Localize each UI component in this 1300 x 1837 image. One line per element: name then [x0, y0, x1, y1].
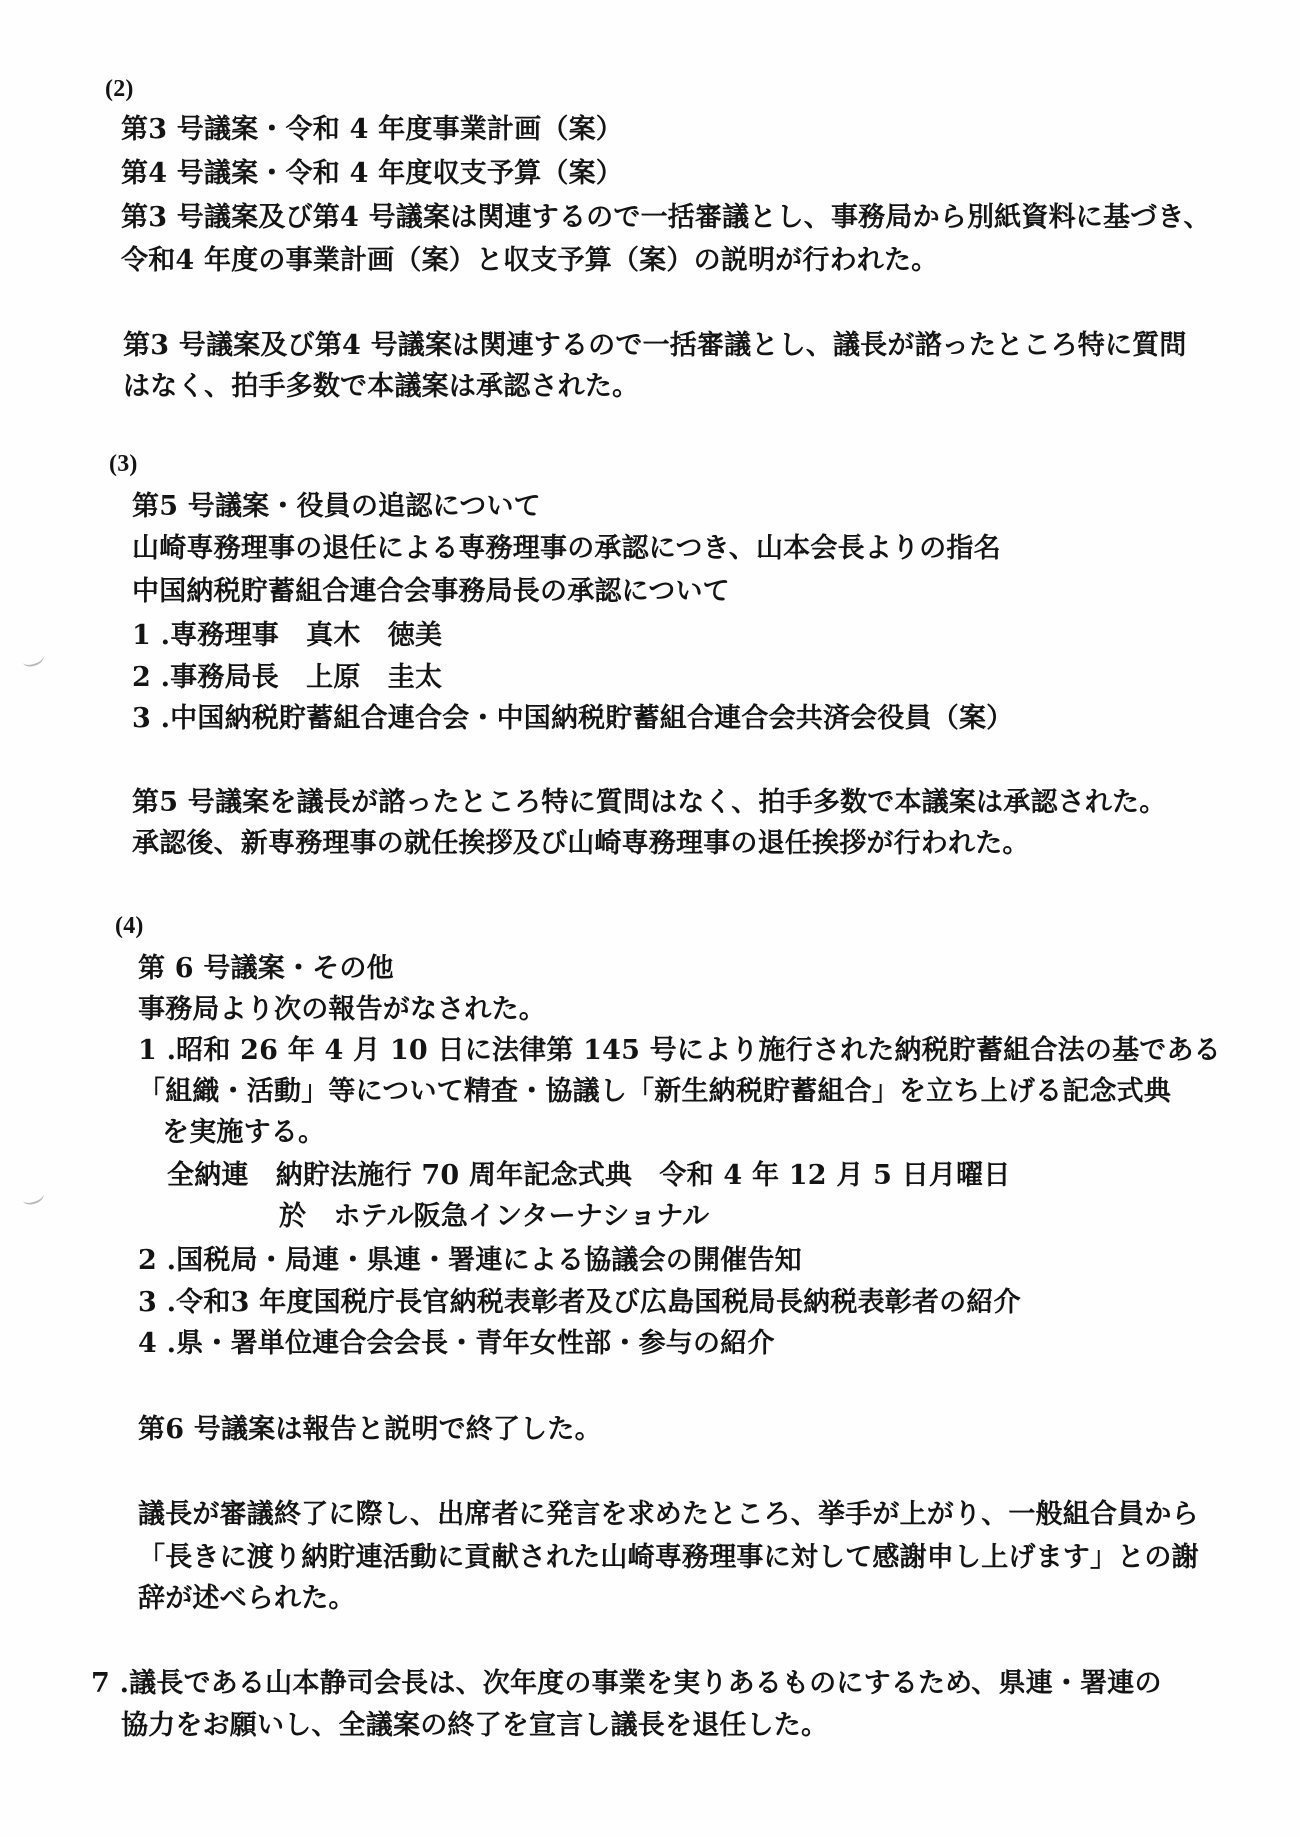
list-item-continuation: を実施する。 — [162, 1117, 326, 1148]
list-item: 3 .中国納税貯蓄組合連合会・中国納税貯蓄組合連合会共済会役員（案） — [132, 703, 1014, 734]
binder-hole-mark — [20, 649, 45, 669]
agenda-title: 第3 号議案・令和 4 年度事業計画（案） — [121, 114, 623, 145]
paragraph-line: 中国納税貯蓄組合連合会事務局長の承認について — [132, 576, 730, 607]
agenda-title: 第5 号議案・役員の追認について — [132, 491, 541, 522]
paragraph-line: 辞が述べられた。 — [138, 1583, 356, 1614]
list-item: 4 .県・署単位連合会会長・青年女性部・参与の紹介 — [138, 1328, 775, 1359]
list-item: 3 .令和3 年度国税庁長官納税表彰者及び広島国税局長納税表彰者の紹介 — [138, 1287, 1021, 1318]
list-item: 1 .昭和 26 年 4 月 10 日に法律第 145 号により施行された納税貯蓄組合法の基である — [138, 1035, 1221, 1066]
list-item-continuation: 「組織・活動」等について精査・協議し「新生納税貯蓄組合」を立ち上げる記念式典 — [138, 1076, 1172, 1107]
section-heading: (4) — [115, 913, 144, 939]
paragraph-line: 承認後、新専務理事の就任挨拶及び山崎専務理事の退任挨拶が行われた。 — [132, 828, 1030, 859]
paragraph-line: 令和4 年度の事業計画（案）と収支予算（案）の説明が行われた。 — [121, 245, 939, 276]
list-item: 2 .事務局長 上原 圭太 — [132, 662, 443, 693]
paragraph-line: 第3 号議案及び第4 号議案は関連するので一括審議とし、議長が諮ったところ特に質問 — [123, 330, 1187, 361]
section-heading: (2) — [105, 76, 134, 102]
paragraph-line: はなく、拍手多数で本議案は承認された。 — [123, 371, 640, 402]
paragraph-line: 協力をお願いし、全議案の終了を宣言し議長を退任した。 — [121, 1710, 829, 1741]
event-detail: 全納連 納貯法施行 70 周年記念式典 令和 4 年 12 月 5 日月曜日 — [167, 1160, 1011, 1191]
binder-hole-mark — [20, 1187, 45, 1207]
agenda-title: 第 6 号議案・その他 — [138, 953, 394, 984]
agenda-title: 第4 号議案・令和 4 年度収支予算（案） — [121, 158, 623, 189]
paragraph-line: 7 .議長である山本静司会長は、次年度の事業を実りあるものにするため、県連・署連の — [91, 1668, 1162, 1699]
paragraph-line: 第3 号議案及び第4 号議案は関連するので一括審議とし、事務局から別紙資料に基づき、 — [121, 202, 1211, 233]
paragraph-line: 山崎専務理事の退任による専務理事の承認につき、山本会長よりの指名 — [132, 533, 1001, 564]
paragraph-line: 事務局より次の報告がなされた。 — [138, 994, 546, 1025]
paragraph-line: 第5 号議案を議長が諮ったところ特に質問はなく、拍手多数で本議案は承認された。 — [132, 787, 1167, 818]
paragraph-line: 議長が審議終了に際し、出席者に発言を求めたところ、挙手が上がり、一般組合員から — [138, 1499, 1199, 1530]
event-venue: 於 ホテル阪急インターナショナル — [279, 1201, 710, 1232]
paragraph-line: 「長きに渡り納貯連活動に貢献された山崎専務理事に対して感謝申し上げます」との謝 — [138, 1542, 1199, 1573]
list-item: 1 .専務理事 真木 徳美 — [132, 620, 443, 651]
section-heading: (3) — [109, 451, 138, 477]
list-item: 2 .国税局・局連・県連・署連による協議会の開催告知 — [138, 1245, 802, 1276]
paragraph-line: 第6 号議案は報告と説明で終了した。 — [138, 1414, 602, 1445]
